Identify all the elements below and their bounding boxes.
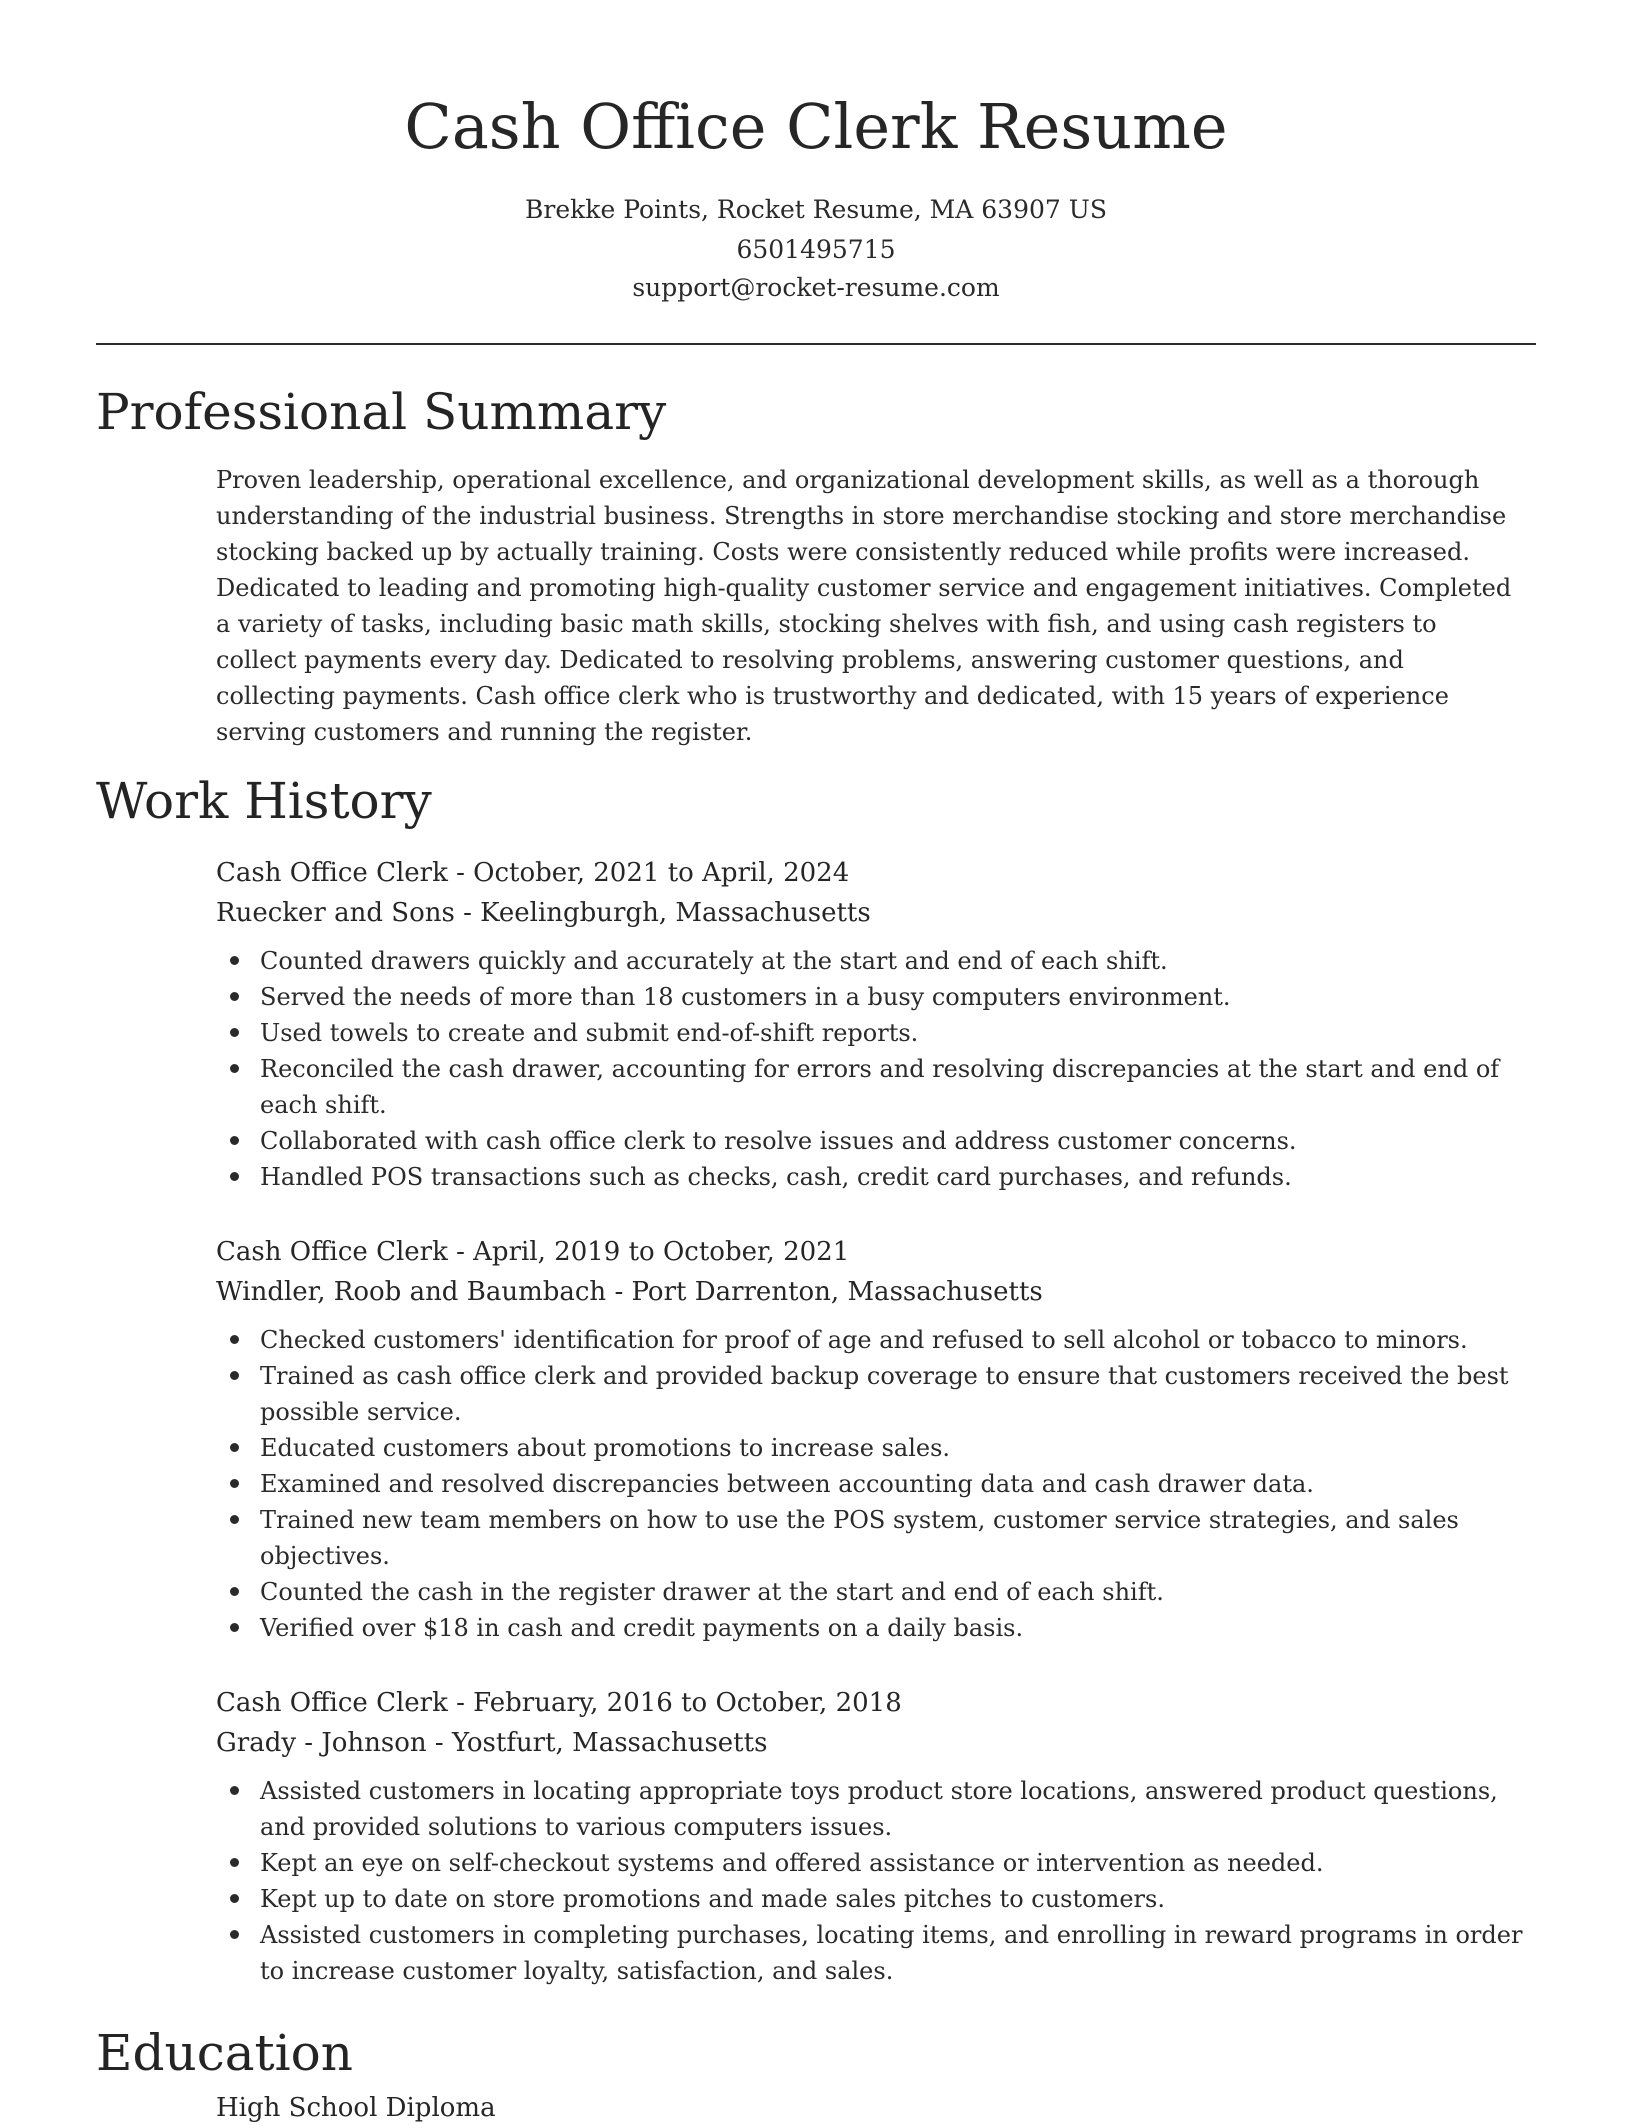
- education-heading: Education: [96, 2024, 353, 2082]
- header-divider: [96, 343, 1536, 345]
- bullet-dot: [230, 1335, 239, 1344]
- list-item: Kept up to date on store promotions and made sales pitches to customers.: [216, 1881, 1536, 1917]
- education-entry-title: High School Diploma: [216, 2093, 496, 2123]
- job-title-line: Cash Office Clerk - February, 2016 to October, 2018: [216, 1688, 902, 1718]
- bullet-dot: [230, 1136, 239, 1145]
- list-item: Verified over $18 in cash and credit payments on a daily basis.: [216, 1610, 1536, 1646]
- list-item: Reconciled the cash drawer, accounting for errors and resolving discrepancies at the start and end of each shift.: [216, 1051, 1536, 1123]
- list-item: Kept an eye on self-checkout systems and offered assistance or intervention as needed.: [216, 1845, 1536, 1881]
- list-item: Used towels to create and submit end-of-shift reports.: [216, 1015, 1536, 1051]
- bullet-dot: [230, 1587, 239, 1596]
- list-item: Assisted customers in locating appropriate toys product store locations, answered product questions, and provided solutions to various computers issues.: [216, 1773, 1536, 1845]
- contact-phone: 6501495715: [736, 235, 896, 264]
- list-item: Trained new team members on how to use the POS system, customer service strategies, and sales objectives.: [216, 1502, 1536, 1574]
- bullet-dot: [230, 1172, 239, 1181]
- bullet-dot: [230, 1443, 239, 1452]
- bullet-dot: [230, 1894, 239, 1903]
- bullet-dot: [230, 1028, 239, 1037]
- job-title-line: Cash Office Clerk - October, 2021 to April, 2024: [216, 858, 850, 888]
- list-item: Handled POS transactions such as checks, cash, credit card purchases, and refunds.: [216, 1159, 1536, 1195]
- list-item: Checked customers' identification for proof of age and refused to sell alcohol or tobacco to minors.: [216, 1322, 1536, 1358]
- bullet-dot: [230, 1371, 239, 1380]
- contact-address: Brekke Points, Rocket Resume, MA 63907 US: [525, 195, 1107, 224]
- summary-text: Proven leadership, operational excellence, and organizational development skills, as well as a thorough understanding of the industrial business. Strengths in store merchandise stocking and store merchandise stocking backed up by actually training. Costs were consistently reduced while profits were increased. Dedicated to leading and promoting high-quality customer service and engagement initiatives. Completed a variety of tasks, including basic math skills, stocking shelves with fish, and using cash registers to collect payments every day. Dedicated to resolving problems, answering customer questions, and collecting payments. Cash office clerk who is trustworthy and dedicated, with 15 years of experience serving customers and running the register.: [216, 466, 1512, 746]
- resume-title: Cash Office Clerk Resume: [404, 90, 1228, 163]
- summary-heading: Professional Summary: [96, 383, 667, 441]
- job-company-line: Ruecker and Sons - Keelingburgh, Massachusetts: [216, 898, 871, 928]
- list-item: Trained as cash office clerk and provided backup coverage to ensure that customers received the best possible service.: [216, 1358, 1536, 1430]
- bullet-dot: [230, 1786, 239, 1795]
- bullet-dot: [230, 1930, 239, 1939]
- job-company-line: Windler, Roob and Baumbach - Port Darrenton, Massachusetts: [216, 1277, 1043, 1307]
- job-entry: [216, 853, 1536, 1195]
- bullet-dot: [230, 1479, 239, 1488]
- list-item: Assisted customers in completing purchases, locating items, and enrolling in reward programs in order to increase customer loyalty, satisfaction, and sales.: [216, 1917, 1536, 1989]
- job-duties-list: [216, 943, 1536, 1195]
- job-duties-list: [216, 1773, 1536, 1989]
- list-item: Examined and resolved discrepancies between accounting data and cash drawer data.: [216, 1466, 1536, 1502]
- job-entry: [216, 1232, 1536, 1646]
- bullet-dot: [230, 1623, 239, 1632]
- bullet-dot: [230, 992, 239, 1001]
- work-history-heading: Work History: [96, 772, 432, 830]
- bullet-dot: [230, 1064, 239, 1073]
- bullet-dot: [230, 956, 239, 965]
- list-item: Educated customers about promotions to increase sales.: [216, 1430, 1536, 1466]
- job-title-line: Cash Office Clerk - April, 2019 to October, 2021: [216, 1237, 850, 1267]
- list-item: Served the needs of more than 18 customers in a busy computers environment.: [216, 979, 1536, 1015]
- job-company-line: Grady - Johnson - Yostfurt, Massachusetts: [216, 1728, 768, 1758]
- bullet-dot: [230, 1515, 239, 1524]
- job-duties-list: [216, 1322, 1536, 1646]
- job-entry: [216, 1683, 1536, 1989]
- list-item: Counted drawers quickly and accurately at the start and end of each shift.: [216, 943, 1536, 979]
- bullet-dot: [230, 1858, 239, 1867]
- list-item: Counted the cash in the register drawer at the start and end of each shift.: [216, 1574, 1536, 1610]
- contact-email: support@rocket-resume.com: [632, 273, 1000, 302]
- list-item: Collaborated with cash office clerk to resolve issues and address customer concerns.: [216, 1123, 1536, 1159]
